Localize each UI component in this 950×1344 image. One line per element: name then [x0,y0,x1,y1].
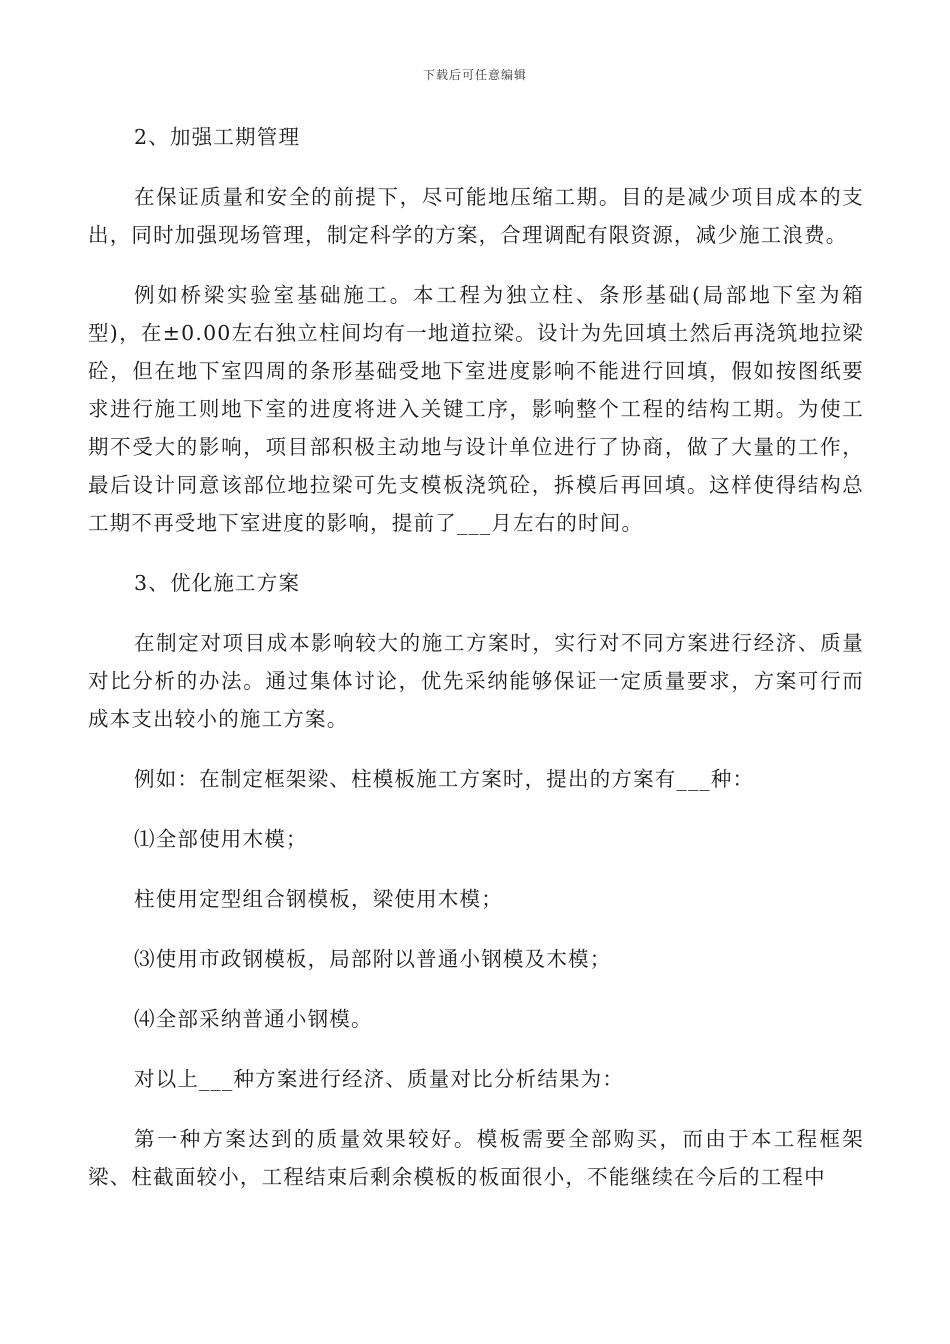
paragraph-schedule-intro: 在保证质量和安全的前提下，尽可能地压缩工期。目的是减少项目成本的支出，同时加强现场管理，制定科学的方案，合理调配有限资源，减少施工浪费。 [88,185,864,247]
paragraph-plan-intro: 在制定对项目成本影响较大的施工方案时，实行对不同方案进行经济、质量对比分析的办法。通过集体讨论，优先采纳能够保证一定质量要求，方案可行而成本支出较小的施工方案。 [88,631,864,731]
list-item-option-4: ⑷全部采纳普通小钢模。 [134,1007,373,1031]
list-item-option-1: ⑴全部使用木模； [134,827,308,851]
paragraph-plan-example: 例如：在制定框架梁、柱模板施工方案时，提出的方案有___种： [134,767,755,791]
page-header: 下载后可任意编辑 [422,68,527,82]
list-item-option-3: ⑶使用市政钢模板，局部附以普通小钢模及木模； [134,947,612,971]
section-heading-construction-plan: 3、优化施工方案 [134,571,301,595]
list-item-option-2: 柱使用定型组合钢模板，梁使用木模； [134,887,503,911]
paragraph-analysis-option-1: 第一种方案达到的质量效果较好。模板需要全部购买，而由于本工程框架梁、柱截面较小，工程结束后剩余模板的板面很小，不能继续在今后的工程中 [88,1127,864,1189]
paragraph-analysis-intro: 对以上___种方案进行经济、质量对比分析结果为： [134,1067,625,1091]
document-body [88,118,864,1218]
paragraph-schedule-example: 例如桥梁实验室基础施工。本工程为独立柱、条形基础(局部地下室为箱型)，在±0.00左右独立柱间均有一地道拉梁。设计为先回填土然后再浇筑地拉梁砼，但在地下室四周的条形基础受地下室进度影响不能进行回填，假如按图纸要求进行施工则地下室的进度将进入关键工序，影响整个工程的结构工期。为使工期不受大的影响，项目部积极主动地与设计单位进行了协商，做了大量的工作，最后设计同意该部位地拉梁可先支模板浇筑砼，拆模后再回填。这样使得结构总工期不再受地下室进度的影响，提前了___月左右的时间。 [88,283,864,535]
section-heading-schedule: 2、加强工期管理 [134,125,301,149]
